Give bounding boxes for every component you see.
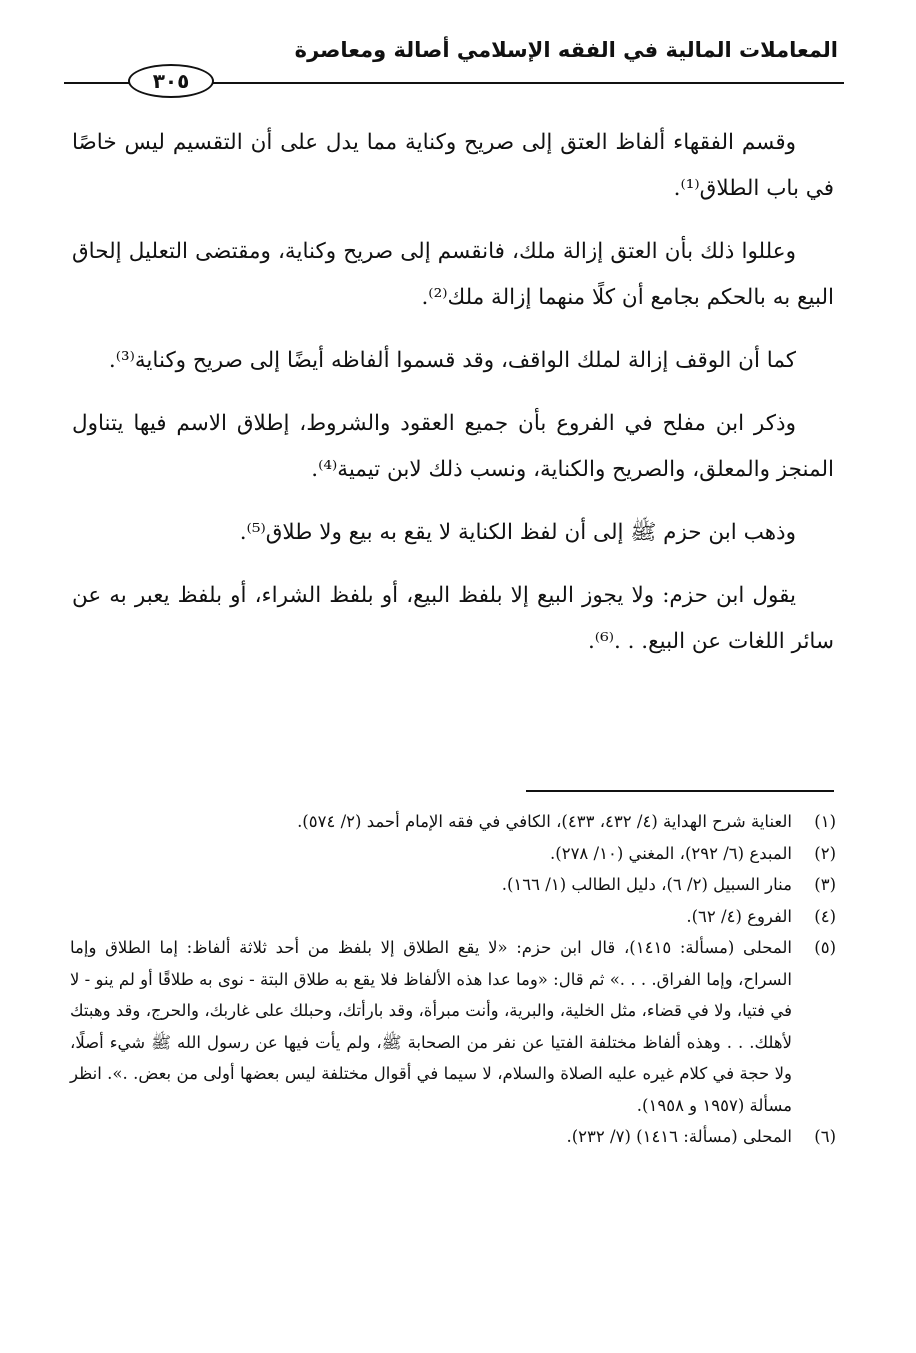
footnote-number: (١) <box>814 812 836 831</box>
book-title: المعاملات المالية في الفقه الإسلامي أصالة ومعاصرة <box>294 38 838 62</box>
footnote-text: المبدع (٦/ ٢٩٢)، المغني (١٠/ ٢٧٨). <box>550 843 792 863</box>
footnote-number: (٣) <box>814 875 836 894</box>
paragraph-3: كما أن الوقف إزالة لملك الواقف، وقد قسموا ألفاظه أيضًا إلى صريح وكناية⁽³⁾. <box>108 348 796 373</box>
footnote-text: منار السبيل (٢/ ٦)، دليل الطالب (١/ ١٦٦). <box>501 875 792 894</box>
footnote-6 <box>70 1121 836 1153</box>
paragraph-1: وقسم الفقهاء ألفاظ العتق إلى صريح وكناية مما يدل على أن التقسيم ليس خاصًا في باب الطلاق⁽¹⁾. <box>72 130 834 201</box>
paragraph-4: وذكر ابن مفلح في الفروع بأن جميع العقود والشروط، إطلاق الاسم فيها يتناول المنجز والمعلق، والصريح والكناية، ونسب ذلك لابن تيمية⁽⁴⁾. <box>72 411 834 482</box>
paragraph-2: وعللوا ذلك بأن العتق إزالة ملك، فانقسم إلى صريح وكناية، ومقتضى التعليل إلحاق البيع به بالحكم بجامع أن كلًا منهما إزالة ملك⁽²⁾. <box>72 239 834 310</box>
footnote-2 <box>70 838 836 870</box>
footnote-number: (٥) <box>814 938 836 957</box>
footnote-5 <box>70 932 836 1121</box>
footnote-separator <box>526 790 834 792</box>
footnote-number: (٢) <box>814 843 836 863</box>
paragraph-6: يقول ابن حزم: ولا يجوز البيع إلا بلفظ البيع، أو بلفظ الشراء، أو بلفظ يعبر به عن سائر اللغات عن البيع. . .⁽⁶⁾. <box>72 583 834 654</box>
footnote-number: (٦) <box>814 1127 836 1146</box>
main-text <box>72 120 834 682</box>
footnote-4 <box>70 901 836 933</box>
page-number: ٣٠٥ <box>128 64 214 98</box>
running-header <box>64 34 844 94</box>
footnote-text: العناية شرح الهداية (٤/ ٤٣٢، ٤٣٣)، الكافي في فقه الإمام أحمد (٢/ ٥٧٤). <box>297 812 792 831</box>
footnote-number: (٤) <box>814 906 836 926</box>
footnote-text: المحلى (مسألة: ١٤١٥)، قال ابن حزم: «لا يقع الطلاق إلا بلفظ من أحد ثلاثة ألفاظ: إما الطلاق وإما السراح، وإما الفراق. . . .» ثم قال: «وما عدا هذه الألفاظ فلا يقع به طلاق البتة - نوى به طلاقًا أو لم ينو - لا في فتيا، ولا في قضاء، مثل الخلية، والبرية، وأنت مبرأة، وقد بارأتك، وحبلك على غاربك، والحرج، وقد وهبتك لأهلك. . . وهذه ألفاظ مختلفة الفتيا عن نفر من الصحابة ﷺ، ولم يأت فيها عن رسول الله ﷺ شيء أصلًا، ولا حجة في كلام غيره عليه الصلاة والسلام، لا سيما في أقوال مختلفة ليس بعضها أولى من بعض. .». انظر مسألة (١٩٥٧ و ١٩٥٨). <box>70 938 792 1115</box>
footnote-text: الفروع (٤/ ٦٢). <box>686 906 792 926</box>
footnote-1 <box>70 806 836 838</box>
footnotes <box>70 806 836 1153</box>
paragraph-5: وذهب ابن حزم ﷺ إلى أن لفظ الكناية لا يقع به بيع ولا طلاق⁽⁵⁾. <box>239 520 796 545</box>
footnote-3 <box>70 869 836 901</box>
footnote-text: المحلى (مسألة: ١٤١٦) (٧/ ٢٣٢). <box>566 1127 792 1146</box>
